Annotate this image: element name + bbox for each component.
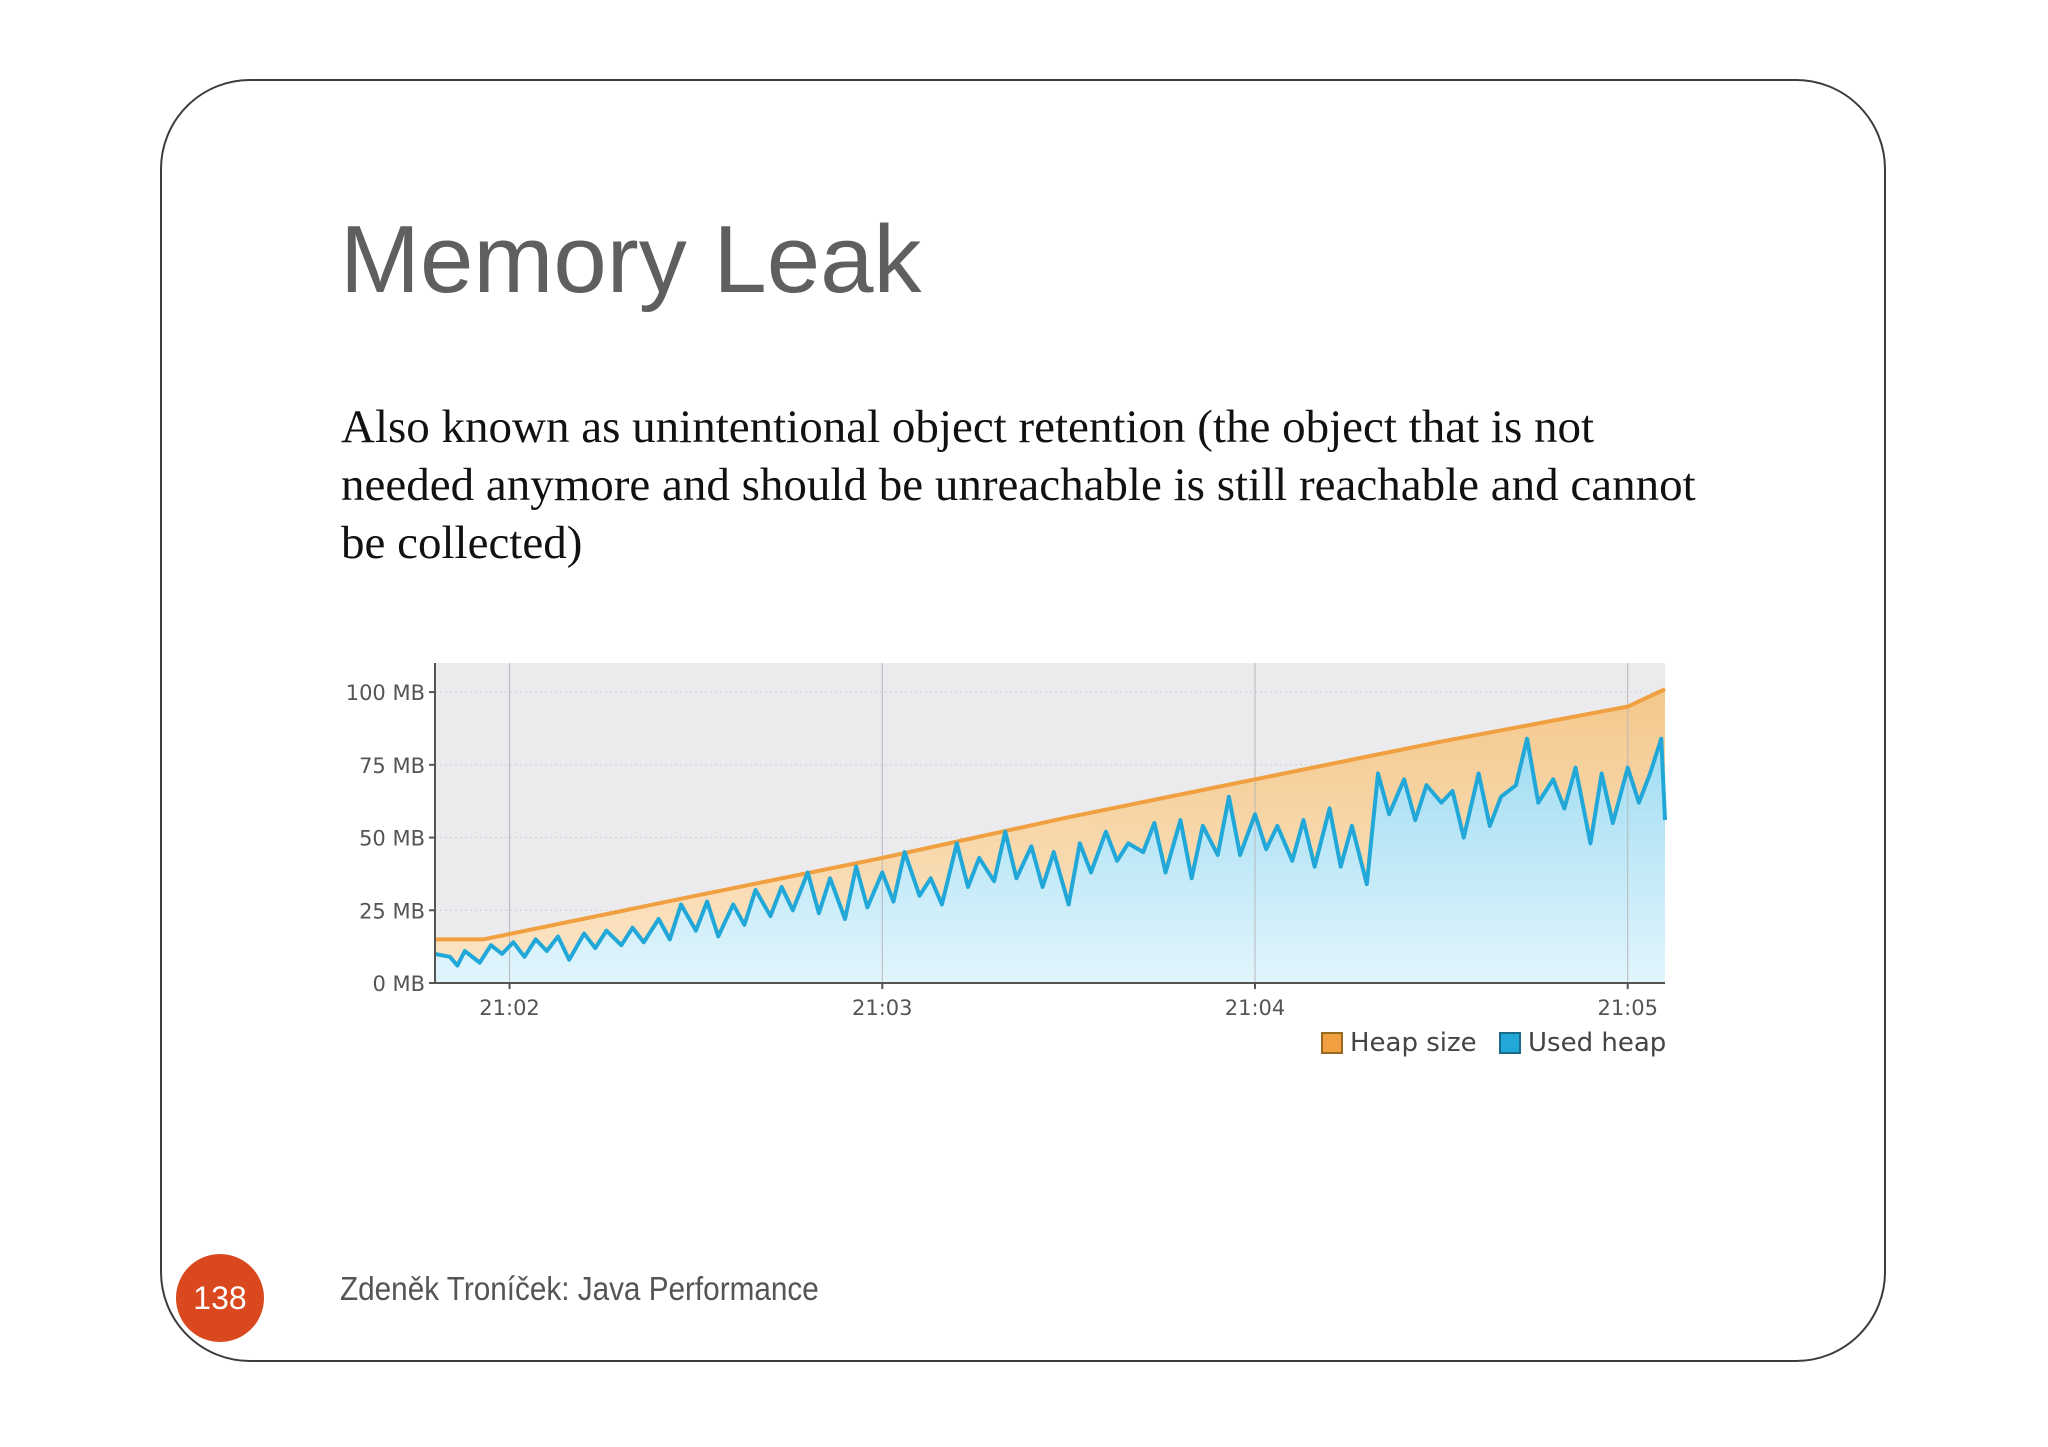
x-tick-label: 21:04 [1224,996,1286,1020]
legend-used-heap-label: Used heap [1528,1028,1667,1058]
heap-usage-chart-svg [325,655,1685,1075]
page-number-badge: 138 [176,1254,264,1342]
y-tick-label: 0 MB [372,972,425,996]
legend-heap-size-swatch [1322,1033,1342,1053]
y-tick-label: 75 MB [359,753,425,778]
x-tick-label: 21:02 [479,996,540,1020]
slide-title: Memory Leak [340,206,922,313]
footer-author-text: Zdeněk Troníček: Java Performance [340,1270,819,1307]
y-tick-label: 25 MB [359,899,425,924]
legend-heap-size-label: Heap size [1350,1028,1477,1058]
legend-used-heap-swatch [1500,1033,1520,1053]
y-tick-label: 100 MB [345,681,425,706]
heap-usage-chart [325,655,1685,1075]
y-tick-label: 50 MB [359,826,425,851]
slide-body-text: Also known as unintentional object retention (the object that is not needed anymore and should be unreachable is still reachable and cannot be collected) [341,401,1696,569]
x-tick-label: 21:03 [852,996,913,1020]
x-tick-label: 21:05 [1597,996,1658,1020]
